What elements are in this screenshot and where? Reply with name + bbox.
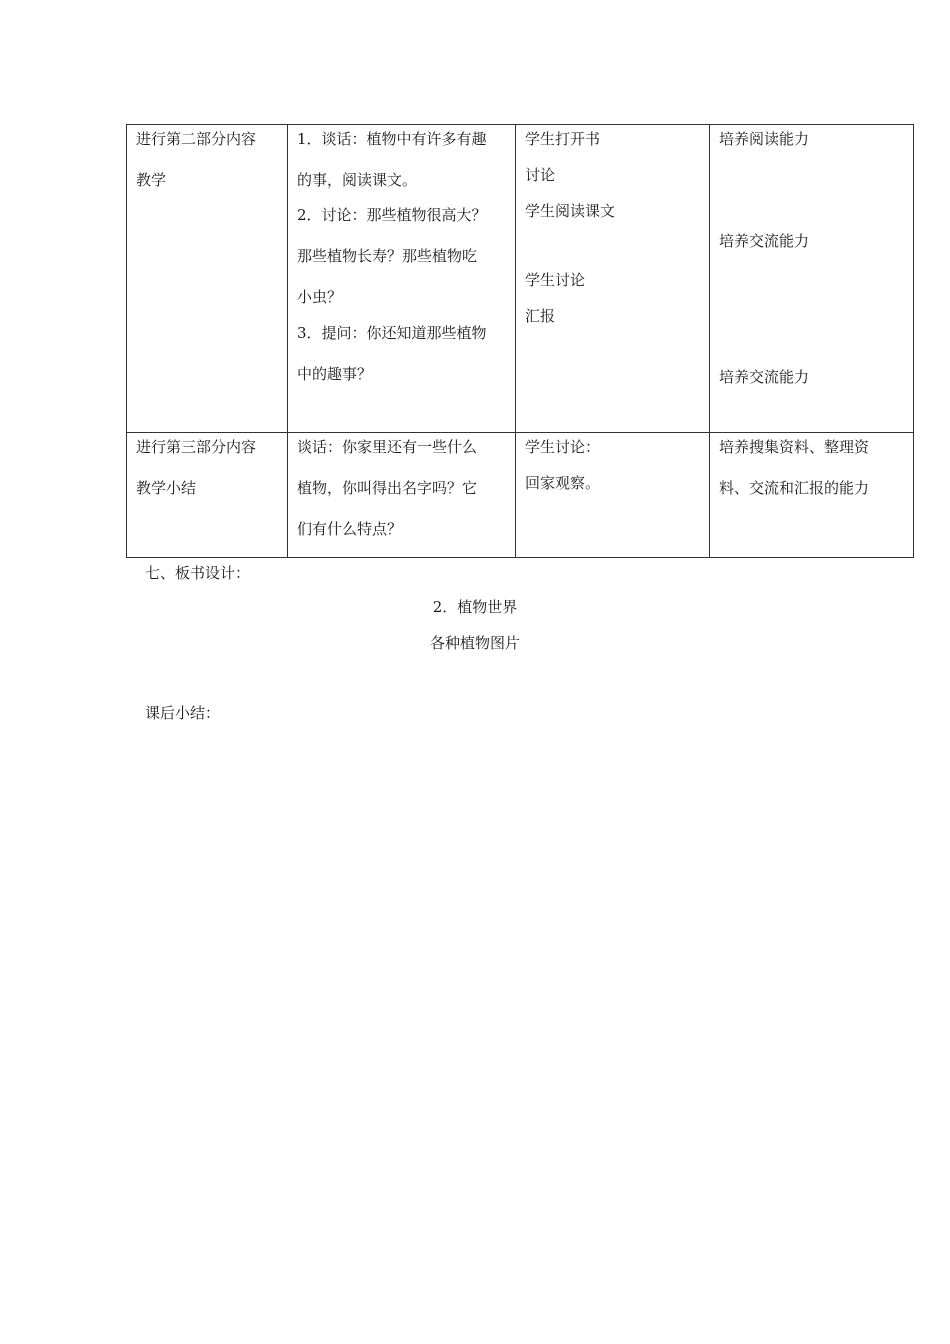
cell-line: 教学: [136, 171, 167, 189]
cell-line: 进行第三部分内容: [136, 438, 257, 456]
cell-line: 学生讨论：: [525, 438, 601, 456]
board-design-title: 2．植物世界: [432, 598, 518, 616]
cell-line: 1．谈话：植物中有许多有趣: [297, 130, 487, 148]
cell-line: 2．讨论：那些植物很高大？: [297, 206, 487, 224]
table-row: [127, 125, 914, 433]
table-cell-teacher-activity: [288, 125, 516, 433]
cell-line: 们有什么特点？: [297, 520, 403, 538]
table-row: [127, 433, 914, 558]
cell-line: 汇报: [525, 307, 556, 325]
lesson-plan-table: [126, 124, 914, 558]
cell-line: 回家观察。: [525, 474, 601, 492]
cell-line: 小虫？: [297, 288, 343, 306]
cell-line: 进行第二部分内容: [136, 130, 257, 148]
cell-line: 教学小结: [136, 479, 197, 497]
cell-line: 培养阅读能力: [719, 130, 810, 148]
cell-line: 那些植物长寿？那些植物吃: [297, 247, 478, 265]
board-design-subtitle: 各种植物图片: [429, 634, 520, 652]
cell-line: 3．提问：你还知道那些植物: [297, 324, 487, 342]
cell-line: 植物，你叫得出名字吗？它: [297, 479, 478, 497]
table-cell-student-activity: [516, 433, 710, 558]
cell-line: 中的趣事？: [297, 365, 373, 383]
cell-line: 的事，阅读课文。: [297, 171, 418, 189]
table-cell-purpose: [710, 433, 914, 558]
table-cell-student-activity: [516, 125, 710, 433]
cell-line: 培养交流能力: [719, 368, 810, 386]
cell-line: 学生阅读课文: [525, 202, 616, 220]
table-cell-teacher-activity: [288, 433, 516, 558]
cell-line: 培养搜集资料、整理资: [719, 438, 870, 456]
cell-line: 学生打开书: [525, 130, 601, 148]
cell-line: 谈话：你家里还有一些什么: [297, 438, 478, 456]
table-cell-purpose: [710, 125, 914, 433]
after-class-summary-heading: 课后小结：: [145, 704, 221, 722]
table-cell-stage: [127, 433, 288, 558]
cell-line: 料、交流和汇报的能力: [719, 479, 870, 497]
board-design-heading: 七、板书设计：: [145, 564, 251, 582]
cell-line: 培养交流能力: [719, 232, 810, 250]
table-cell-stage: [127, 125, 288, 433]
cell-line: 学生讨论: [525, 271, 586, 289]
cell-line: 讨论: [525, 166, 556, 184]
